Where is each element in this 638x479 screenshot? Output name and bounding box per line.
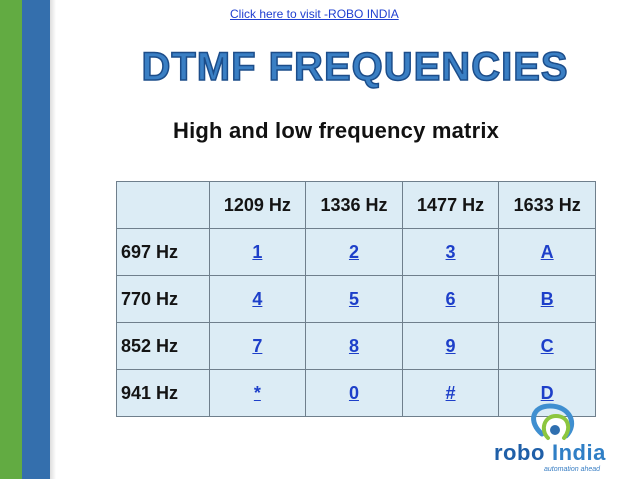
key-link[interactable]: 0 (306, 370, 403, 417)
key-link[interactable]: C (499, 323, 596, 370)
row-header: 770 Hz (117, 276, 210, 323)
key-link[interactable]: 4 (209, 276, 306, 323)
key-link[interactable]: A (499, 229, 596, 276)
dtmf-matrix-table (116, 181, 596, 417)
side-bar-shadow (50, 0, 56, 479)
table-row (117, 276, 596, 323)
page-title (141, 38, 569, 90)
row-header: 852 Hz (117, 323, 210, 370)
table-row (117, 323, 596, 370)
subtitle: High and low frequency matrix (173, 118, 500, 143)
title-text: DTMF FREQUENCIES (141, 45, 569, 89)
side-bar-blue (22, 0, 50, 479)
robo-india-logo-icon (488, 404, 616, 474)
key-link[interactable]: B (499, 276, 596, 323)
svg-text:India: India (552, 440, 606, 465)
table-row (117, 229, 596, 276)
key-link[interactable]: 1 (209, 229, 306, 276)
key-link[interactable]: 5 (306, 276, 403, 323)
key-link[interactable]: 6 (402, 276, 499, 323)
column-header: 1336 Hz (306, 182, 403, 229)
key-link[interactable]: 2 (306, 229, 403, 276)
key-link[interactable]: 3 (402, 229, 499, 276)
side-bar-green (0, 0, 22, 479)
key-link[interactable]: D (499, 370, 596, 417)
svg-text:robo: robo (494, 440, 545, 465)
column-header: 1477 Hz (402, 182, 499, 229)
key-link[interactable]: 9 (402, 323, 499, 370)
key-link[interactable]: * (209, 370, 306, 417)
column-header: 1633 Hz (499, 182, 596, 229)
key-link[interactable]: 8 (306, 323, 403, 370)
svg-text:automation ahead: automation ahead (544, 466, 601, 473)
column-header: 1209 Hz (209, 182, 306, 229)
table-corner-cell (117, 182, 210, 229)
robo-india-link[interactable]: Click here to visit -ROBO INDIA (230, 7, 399, 21)
table-header-row (117, 182, 596, 229)
row-header: 697 Hz (117, 229, 210, 276)
key-link[interactable]: 7 (209, 323, 306, 370)
row-header: 941 Hz (117, 370, 210, 417)
key-link[interactable]: # (402, 370, 499, 417)
